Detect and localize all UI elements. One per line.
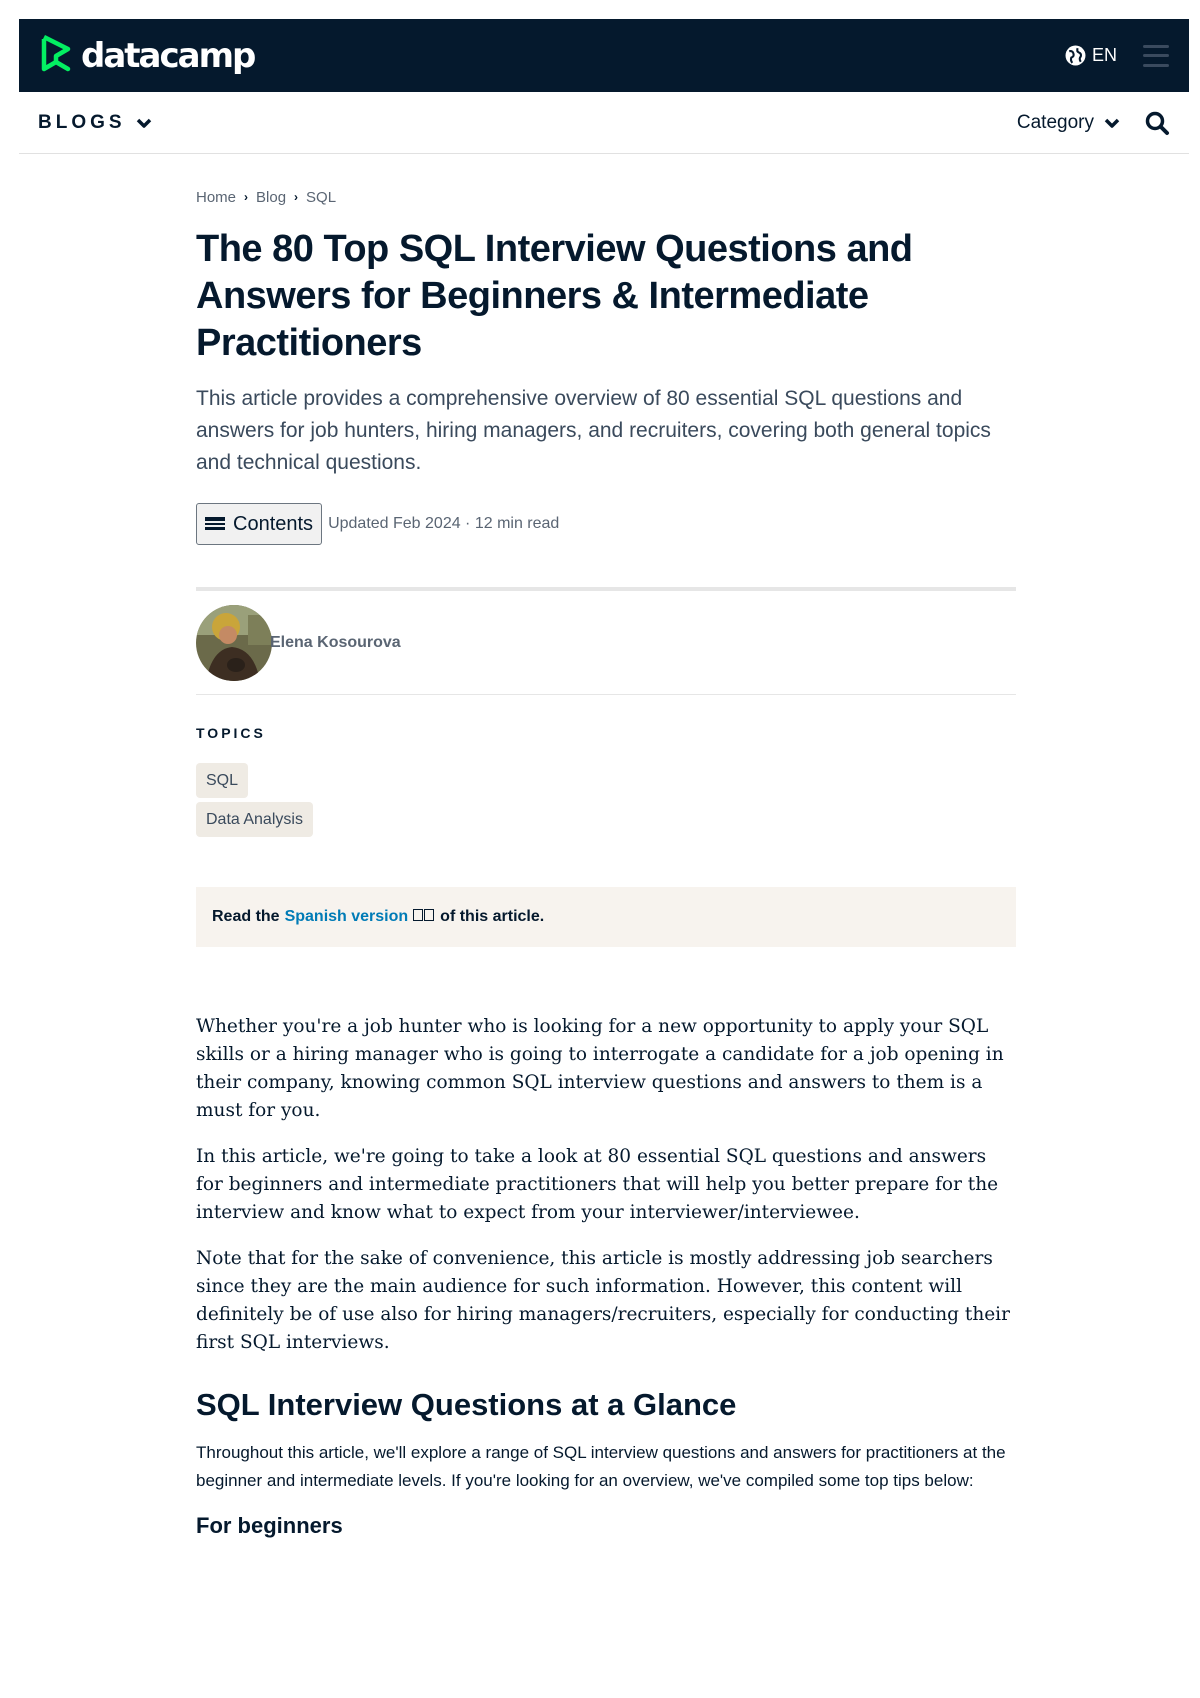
contents-button[interactable] bbox=[196, 503, 322, 545]
blog-subnav bbox=[19, 92, 1189, 154]
callout-prefix: Read the bbox=[212, 908, 280, 925]
topic-tag[interactable]: SQL bbox=[196, 763, 248, 798]
breadcrumb bbox=[196, 182, 1016, 212]
blogs-dropdown[interactable] bbox=[38, 112, 152, 134]
datacamp-logo[interactable] bbox=[39, 35, 254, 77]
body-paragraph: Note that for the sake of convenience, this article is mostly addressing job searchers since they are the main audience for such information. However, this content will definitely be of use also for hiring managers/recruiters, especially for conducting their first SQL interviews. bbox=[196, 1248, 1010, 1353]
table-of-contents-icon bbox=[205, 517, 225, 531]
globe-icon bbox=[1065, 45, 1086, 66]
article-meta: Updated Feb 2024 · 12 min read bbox=[328, 515, 560, 532]
topics-heading: TOPICS bbox=[196, 725, 266, 741]
search-icon[interactable] bbox=[1144, 110, 1170, 136]
author-row[interactable] bbox=[196, 591, 1016, 695]
chevron-down-icon bbox=[136, 117, 152, 129]
avatar[interactable] bbox=[196, 605, 272, 681]
breadcrumb-home[interactable]: Home bbox=[196, 188, 237, 206]
spanish-version-link[interactable]: Spanish version bbox=[284, 908, 409, 925]
section-intro: Throughout this article, we'll explore a range of SQL interview questions and answers for practitioners at the beginner and intermediate levels. If you're looking for an overview, we've compiled some top tips below: bbox=[196, 1443, 1006, 1490]
article-summary: This article provides a comprehensive overview of 80 essential SQL questions and answers for job hunters, hiring managers, and recruiters, covering both general topics and technical questions. bbox=[196, 387, 991, 474]
flag-icon bbox=[413, 908, 435, 926]
breadcrumb-blog[interactable]: Blog bbox=[256, 188, 287, 206]
translation-callout bbox=[196, 887, 1016, 947]
category-dropdown[interactable] bbox=[1017, 112, 1120, 134]
breadcrumb-sql[interactable]: SQL bbox=[306, 188, 337, 206]
breadcrumb-separator-icon: › bbox=[294, 190, 299, 204]
chevron-down-icon bbox=[1104, 117, 1120, 129]
hamburger-icon[interactable] bbox=[1143, 45, 1169, 67]
body-paragraph: In this article, we're going to take a look at 80 essential SQL questions and answers for beginners and intermediate practitioners that will help you better prepare for the interview and know what to expect from your interviewer/interviewee. bbox=[196, 1146, 999, 1223]
contents-label: Contents bbox=[233, 512, 314, 535]
section-heading: SQL Interview Questions at a Glance bbox=[196, 1387, 737, 1422]
callout-suffix: of this article. bbox=[440, 908, 545, 925]
brand-name: datacamp bbox=[81, 35, 255, 76]
category-label: Category bbox=[1016, 111, 1094, 133]
body-paragraph: Whether you're a job hunter who is looking for a new opportunity to apply your SQL skills or a hiring manager who is going to interrogate a candidate for a job opening in their company, knowing common SQL interview questions and answers to them is a must for you. bbox=[196, 1016, 1004, 1121]
article-meta-row bbox=[196, 503, 1016, 545]
article bbox=[196, 182, 1016, 1539]
author-name[interactable]: Elena Kosourova bbox=[270, 633, 401, 651]
datacamp-logo-icon bbox=[39, 35, 73, 77]
topic-tags bbox=[196, 763, 1016, 837]
top-navbar bbox=[19, 19, 1189, 92]
topic-tag[interactable]: Data Analysis bbox=[196, 802, 313, 837]
subsection-heading: For beginners bbox=[196, 1513, 343, 1538]
author-photo bbox=[196, 605, 272, 681]
language-selector[interactable] bbox=[1065, 45, 1117, 66]
blogs-label: BLOGS bbox=[38, 111, 126, 133]
page-title: The 80 Top SQL Interview Questions and Answers for Beginners & Intermediate Practitioners bbox=[196, 228, 913, 364]
breadcrumb-separator-icon: › bbox=[244, 190, 249, 204]
language-label: EN bbox=[1091, 45, 1117, 65]
